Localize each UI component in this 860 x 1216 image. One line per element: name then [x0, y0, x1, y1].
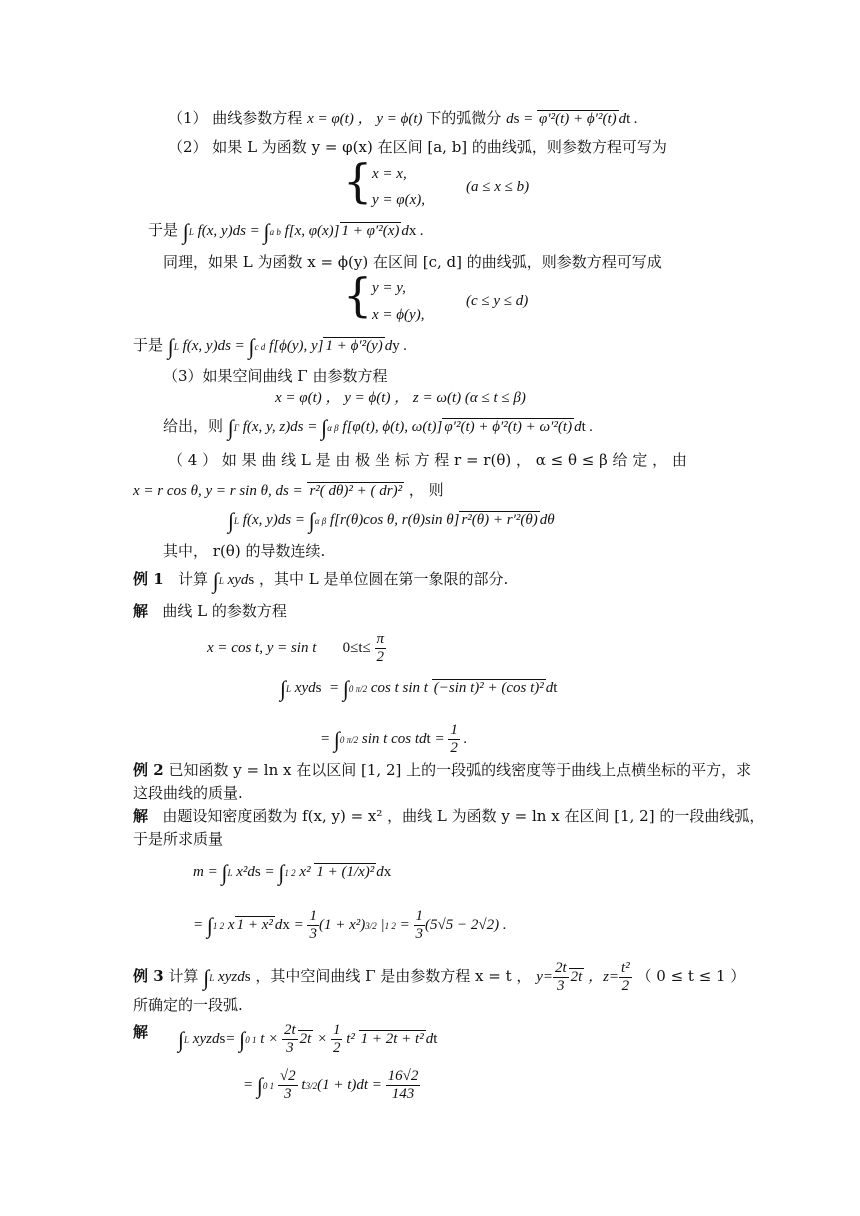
example-3-text: 计算: [168, 966, 199, 985]
result-3: [133, 335, 407, 357]
result-4-lead: 给出，则: [163, 417, 224, 435]
frac-one-half: $\frac{1}{2}$: [450, 722, 458, 756]
paragraph-1-text: （1） 曲线参数方程: [168, 109, 303, 127]
example-2: [133, 760, 751, 780]
example-2-line-2: 这段曲线的质量.: [133, 784, 243, 802]
system-2-line-2: x = ϕ(y),: [372, 307, 425, 323]
example-1-label: 例 1: [133, 570, 164, 588]
brace-2: {: [343, 268, 373, 322]
frac-ex3-result: $\frac{16√2}{143}$: [387, 1068, 419, 1102]
paragraph-5: （ 4 ） 如 果 曲 线 L 是 由 极 坐 标 方 程 r = r(θ) ， α ≤ θ ≤ β 给 定 ， 由: [168, 451, 687, 469]
example-2-solution: [133, 806, 764, 826]
formula-ex3: ∫L xyzds: [203, 964, 251, 990]
paragraph-5-b: [133, 480, 444, 501]
system-2-line-1: y = y,: [372, 280, 406, 296]
result-2: [148, 220, 424, 242]
example-2-mass: m = ∫L x²ds = ∫1 2 x² 1 + (1/x)² dx: [193, 860, 392, 885]
paragraph-4: （3）如果空间曲线 Γ 由参数方程: [163, 367, 388, 385]
example-1-param: x = cos t, y = sin t: [207, 639, 317, 656]
example-1: [133, 569, 508, 591]
example-1-range: 0≤t≤: [342, 639, 371, 656]
formula-ex1: ∫L xyds: [212, 568, 255, 593]
example-3-step-1: ∫L xyzds= ∫0 1 t × $\frac{2t}{3}$ 2t × $\frac{1}{2}$ t² 1 + 2t + t² dt: [178, 1022, 438, 1056]
formula-polar-ds: r²( dθ)² + ( dr)²: [309, 483, 403, 499]
frac-pi-2: $\frac{\pi}{2}$: [376, 631, 385, 665]
formula-ds: ds = φ′²(t) + ϕ′²(t) dt .: [506, 111, 638, 127]
formula-polar: x = r cos θ, y = r sin θ, ds =: [133, 483, 303, 499]
mass-value: (5√5 − 2√2): [425, 916, 500, 933]
paragraph-3: 同理，如果 L 为函数 x = ϕ(y) 在区间 [c, d] 的曲线弧，则参数方程可写成: [163, 253, 662, 271]
formula-space-param: x = φ(t) ， y = ϕ(t) ， z = ω(t) (α ≤ t ≤ β): [275, 390, 526, 406]
system-1-line-2: y = φ(x),: [372, 192, 425, 208]
result-4: [163, 416, 593, 438]
example-2-label: 例 2: [133, 761, 164, 779]
formula-result-4: ∫Γ f(x, y, z)ds = ∫α β f[φ(t), ϕ(t), ω(t)] φ′²(t) + ϕ′²(t) + ω′²(t) dt .: [227, 415, 594, 440]
example-1-solution: [133, 601, 287, 621]
example-1-tail: ，其中 L 是单位圆在第一象限的部分.: [259, 570, 509, 588]
formula-result-3: ∫L f(x, y)ds = ∫c d f[ϕ(y), y] 1 + ϕ′²(y) dy .: [167, 334, 408, 359]
example-1-solution-text: 曲线 L 的参数方程: [162, 602, 287, 620]
example-3-line-2: 所确定的一段弧.: [133, 996, 243, 1014]
example-1-param-line: [207, 631, 386, 666]
paragraph-5-c: 其中， r(θ) 的导数连续.: [163, 542, 326, 560]
example-2-mass-result: = ∫1 2 x 1 + x² dx = $\frac{1}{3}$ (1 + x²)3/2 |1 2 = $\frac{1}{3}$ (5√5 − 2√2) .: [193, 908, 507, 942]
result-2-lead: 于是: [148, 221, 179, 239]
formula-result-2: ∫L f(x, y)ds = ∫a b f[x, φ(x)] 1 + φ′²(x) dx .: [182, 219, 424, 244]
example-3-param-y: y= $\frac{2t}{3}$ 2t ，z= $\frac{\text{t²}}{2}$: [536, 960, 630, 994]
example-1-step-2: = ∫0 π/2 sin t cos tdt = $\frac{1}{2}$ .: [320, 722, 468, 756]
example-3-tail: ，其中空间曲线 Γ 是由参数方程 x = t ，: [255, 966, 532, 985]
solution-label-3: 解: [133, 1023, 149, 1041]
paragraph-2: （2） 如果 L 为函数 y = φ(x) 在区间 [a, b] 的曲线弧，则参数方程可写为: [168, 138, 667, 156]
example-3-label: 例 3: [133, 966, 164, 985]
system-2-range: (c ≤ y ≤ d): [466, 293, 529, 309]
paragraph-1-tail: 下的弧微分: [426, 109, 502, 127]
solution-label-1: 解: [133, 602, 149, 620]
example-2-solution-line-2: 于是所求质量: [133, 830, 224, 848]
example-1-text: 计算: [177, 570, 208, 588]
solution-label-2: 解: [133, 807, 149, 825]
result-3-lead: 于是: [133, 336, 164, 354]
paragraph-1: [168, 108, 638, 129]
example-1-step-1: ∫L xyds = ∫0 π/2 cos t sin t (−sin t)² + (cos t)² dt: [280, 676, 558, 701]
example-2-solution-text: 由题设知密度函数为 f(x, y) = x² ，曲线 L 为函数 y = ln x 在区间 [1, 2] 的一段曲线弧，: [162, 807, 765, 825]
example-2-text: 已知函数 y = ln x 在以区间 [1, 2] 上的一段弧的线密度等于曲线上点横坐标的平方，求: [168, 761, 752, 779]
example-3-range: （ 0 ≤ t ≤ 1 ）: [636, 966, 746, 985]
paragraph-5-b-tail: ， 则: [408, 481, 444, 499]
system-1-line-1: x = x,: [372, 166, 407, 182]
example-3-solution: [133, 1022, 148, 1042]
formula-polar-result: ∫L f(x, y)ds = ∫α β f[r(θ)cos θ, r(θ)sin θ] r²(θ) + r′²(θ) dθ: [228, 508, 555, 533]
example-3-step-2: = ∫0 1 $\frac{√2}{3}$ t3/2(1 + t)dt = $\frac{16√2}{143}$: [243, 1068, 419, 1102]
brace-1: {: [343, 154, 373, 208]
system-1-range: (a ≤ x ≤ b): [466, 179, 530, 195]
example-3: [133, 960, 745, 995]
formula-param: x = φ(t) ， y = ϕ(t): [307, 111, 427, 127]
